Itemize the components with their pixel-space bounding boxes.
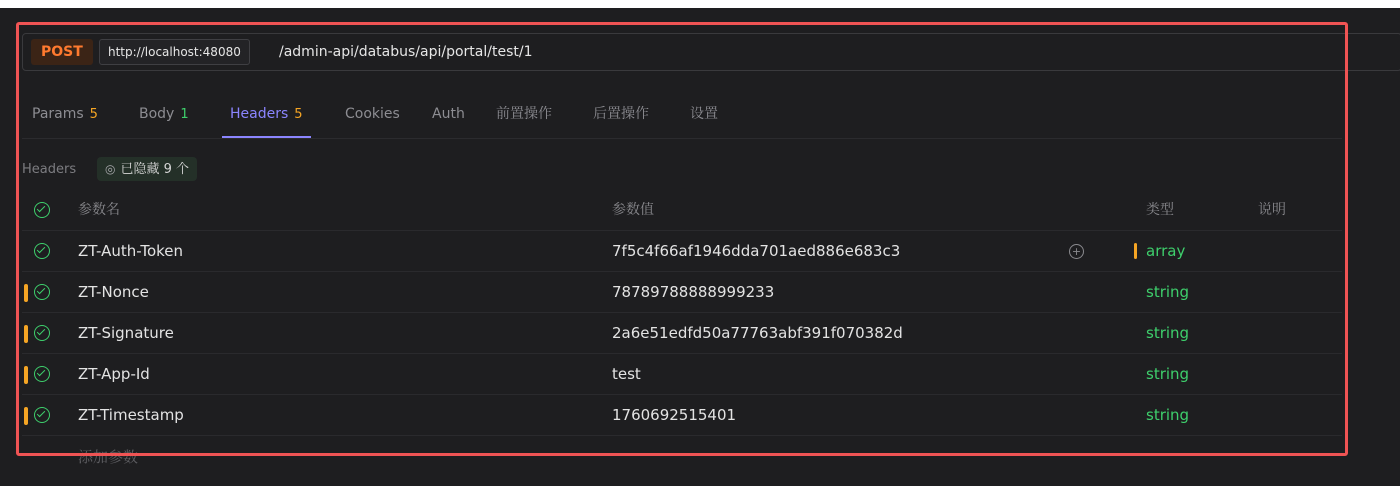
row-checkbox[interactable]: [34, 407, 50, 423]
param-type[interactable]: array: [1146, 242, 1186, 260]
row-checkbox[interactable]: [34, 325, 50, 341]
row-checkbox[interactable]: [34, 243, 50, 259]
tab-label: Auth: [432, 106, 465, 122]
tab-label: 后置操作: [593, 106, 649, 122]
tab-label: Cookies: [345, 106, 400, 122]
column-header-value: 参数值: [612, 202, 654, 218]
host-selector[interactable]: http://localhost:48080: [99, 39, 250, 65]
tab-params[interactable]: [32, 100, 98, 140]
tab-body[interactable]: [139, 100, 189, 140]
param-value[interactable]: 1760692515401: [612, 406, 737, 424]
modified-marker: [24, 366, 28, 384]
param-name[interactable]: ZT-Signature: [78, 324, 174, 342]
hidden-count-label: 已隐藏 9 个: [120, 162, 190, 177]
modified-marker: [24, 407, 28, 425]
tab-headers[interactable]: [230, 100, 303, 140]
url-bar: [22, 33, 1400, 71]
select-all-checkbox[interactable]: [34, 202, 50, 218]
param-value[interactable]: 78789788888999233: [612, 283, 775, 301]
param-name[interactable]: ZT-Timestamp: [78, 406, 184, 424]
tab-count: 1: [180, 107, 189, 122]
tab-label: Body: [139, 106, 175, 122]
eye-icon: ◎: [105, 162, 116, 176]
tab-auth[interactable]: [432, 100, 465, 140]
column-header-type: 类型: [1146, 202, 1174, 218]
column-header-name: 参数名: [78, 202, 120, 218]
headers-label: Headers: [22, 162, 77, 177]
table-row: [22, 313, 1342, 354]
tab-label: 前置操作: [496, 106, 552, 122]
type-marker: [1134, 243, 1137, 259]
param-type[interactable]: string: [1146, 406, 1190, 424]
hidden-headers-toggle[interactable]: [97, 157, 197, 181]
param-value[interactable]: test: [612, 365, 641, 383]
url-path-input[interactable]: /admin-api/databus/api/portal/test/1: [279, 44, 533, 60]
param-type[interactable]: string: [1146, 283, 1190, 301]
modified-marker: [24, 325, 28, 343]
table-row: [22, 231, 1342, 272]
tab-pre-actions[interactable]: [496, 100, 552, 140]
param-name[interactable]: ZT-Nonce: [78, 283, 149, 301]
add-param-placeholder[interactable]: 添加参数: [78, 448, 139, 466]
param-type[interactable]: string: [1146, 324, 1190, 342]
param-value[interactable]: 7f5c4f66af1946dda701aed886e683c3: [612, 242, 901, 260]
modified-marker: [24, 284, 28, 302]
tab-cookies[interactable]: [345, 100, 400, 140]
param-type[interactable]: string: [1146, 365, 1190, 383]
tabs-divider: [22, 138, 1342, 139]
param-value[interactable]: 2a6e51edfd50a77763abf391f070382d: [612, 324, 903, 342]
column-header-desc: 说明: [1258, 202, 1286, 218]
table-row: [22, 272, 1342, 313]
tab-label: Headers: [230, 106, 289, 122]
tab-settings[interactable]: [690, 100, 718, 140]
table-header-row: [22, 190, 1342, 231]
table-row: [22, 354, 1342, 395]
param-name[interactable]: ZT-App-Id: [78, 365, 150, 383]
row-checkbox[interactable]: [34, 284, 50, 300]
tab-label: Params: [32, 106, 84, 122]
tab-count: 5: [89, 107, 98, 122]
table-row: [22, 395, 1342, 436]
tab-label: 设置: [690, 106, 718, 122]
tab-count: 5: [294, 107, 303, 122]
method-select[interactable]: POST: [31, 39, 93, 65]
top-strip: [0, 0, 1400, 8]
plus-circle-icon[interactable]: +: [1069, 244, 1084, 259]
tab-post-actions[interactable]: [593, 100, 649, 140]
param-name[interactable]: ZT-Auth-Token: [78, 242, 184, 260]
row-checkbox[interactable]: [34, 366, 50, 382]
